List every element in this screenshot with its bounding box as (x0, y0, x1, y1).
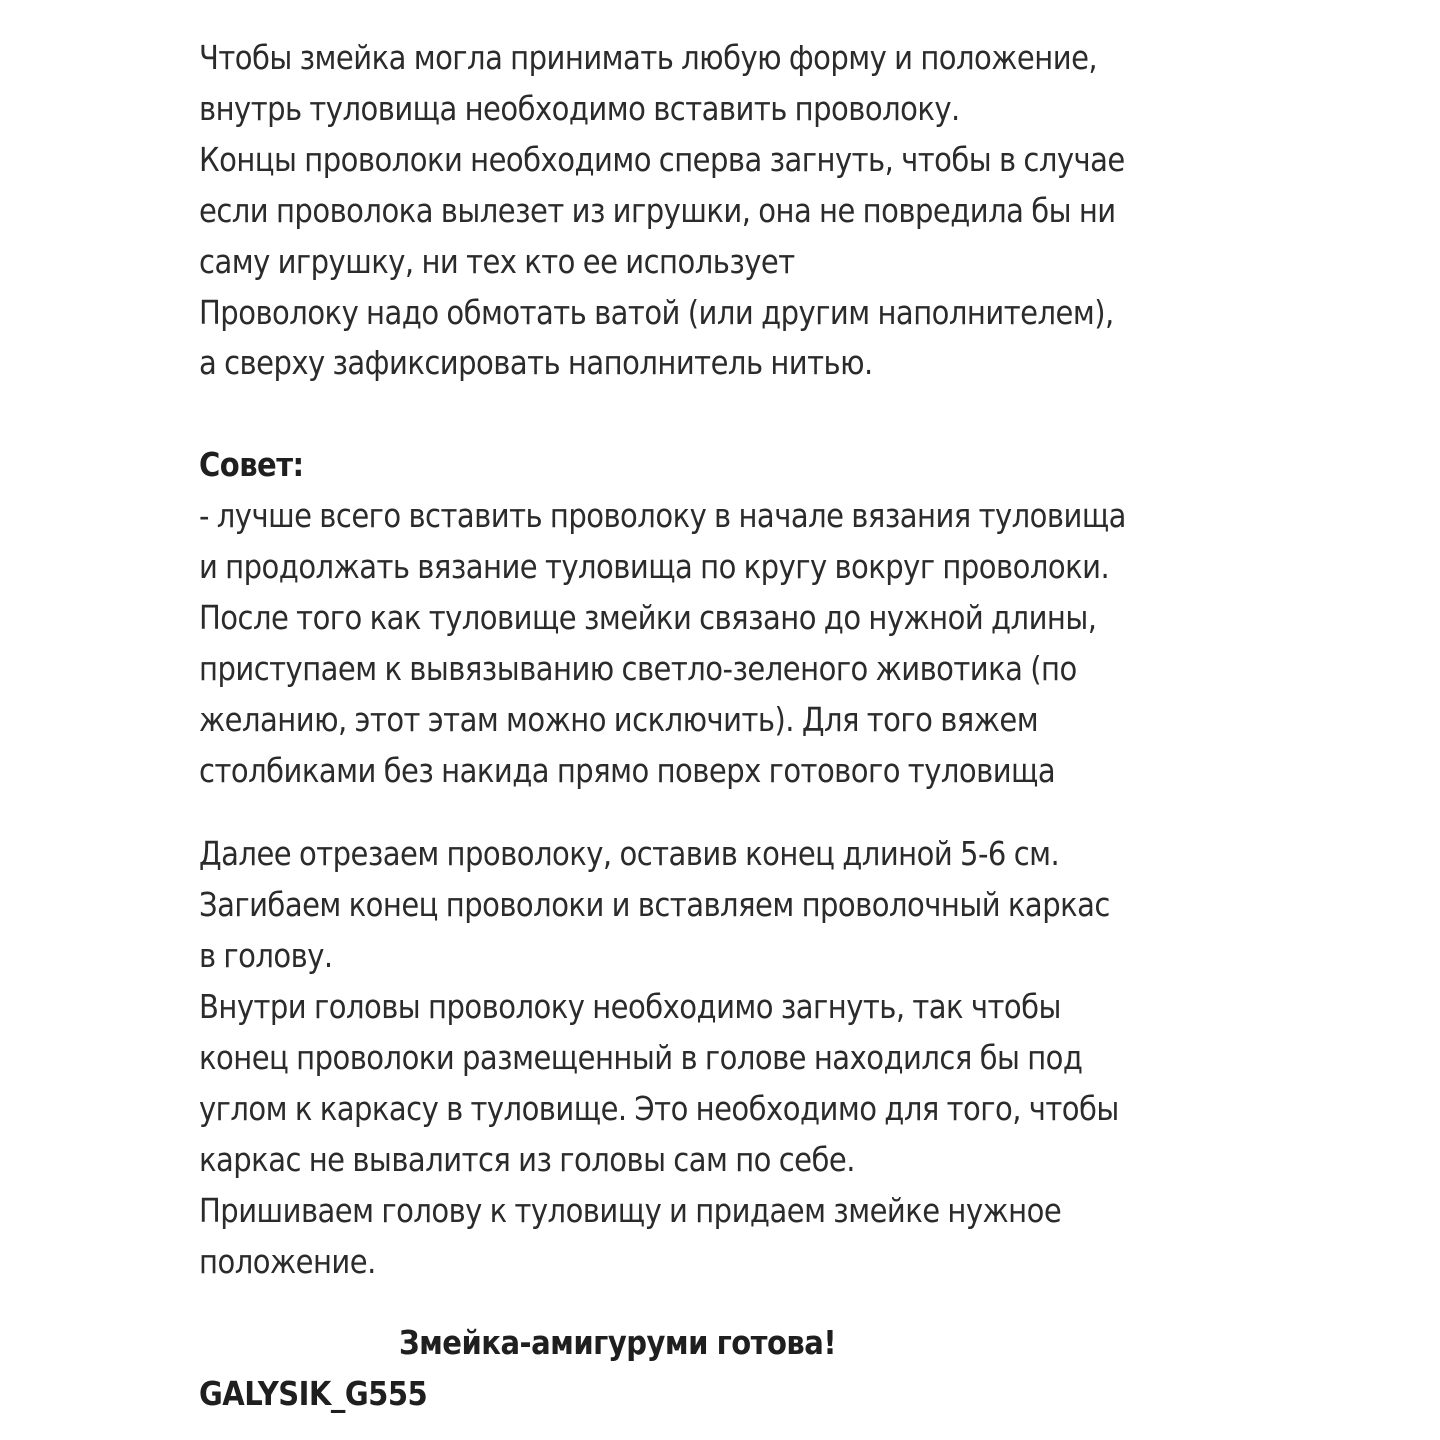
text-line: - лучше всего вставить проволоку в начале вязания туловища (199, 496, 1126, 535)
author-signature: GALYSIK_G555 (199, 1374, 428, 1413)
text-line: каркас не вывалится из головы сам по себе. (199, 1140, 855, 1179)
text-line: желанию, этот этам можно исключить). Для того вяжем (199, 700, 1039, 739)
text-line: а сверху зафиксировать наполнитель нитью. (199, 343, 873, 382)
text-line: Пришиваем голову к туловищу и придаем змейке нужное (199, 1191, 1062, 1230)
text-line: углом к каркасу в туловище. Это необходимо для того, чтобы (199, 1089, 1119, 1128)
text-line: Далее отрезаем проволоку, оставив конец длиной 5-6 см. (199, 834, 1060, 873)
text-line: Загибаем конец проволоки и вставляем проволочный каркас (199, 885, 1110, 924)
text-line: и продолжать вязание туловища по кругу вокруг проволоки. (199, 547, 1110, 586)
text-line: столбиками без накида прямо поверх готового туловища (199, 751, 1056, 790)
text-line: После того как туловище змейки связано до нужной длины, (199, 598, 1097, 637)
text-line: конец проволоки размещенный в голове находился бы под (199, 1038, 1083, 1077)
text-line: приступаем к вывязыванию светло-зеленого животика (по (199, 649, 1077, 688)
finale-heading: Змейка-амигуруми готова! (399, 1323, 837, 1362)
text-line: положение. (199, 1242, 376, 1281)
text-line: Внутри головы проволоку необходимо загнуть, так чтобы (199, 987, 1061, 1026)
text-line: в голову. (199, 936, 333, 975)
text-line: Чтобы змейка могла принимать любую форму и положение, (199, 38, 1098, 77)
text-line: Проволоку надо обмотать ватой (или другим наполнителем), (199, 293, 1114, 332)
text-line: если проволока вылезет из игрушки, она не повредила бы ни (199, 191, 1116, 230)
advice-heading: Совет: (199, 445, 304, 484)
text-line: внутрь туловища необходимо вставить проволоку. (199, 89, 960, 128)
text-line: Концы проволоки необходимо сперва загнуть, чтобы в случае (199, 140, 1125, 179)
text-line: саму игрушку, ни тех кто ее использует (199, 242, 795, 281)
